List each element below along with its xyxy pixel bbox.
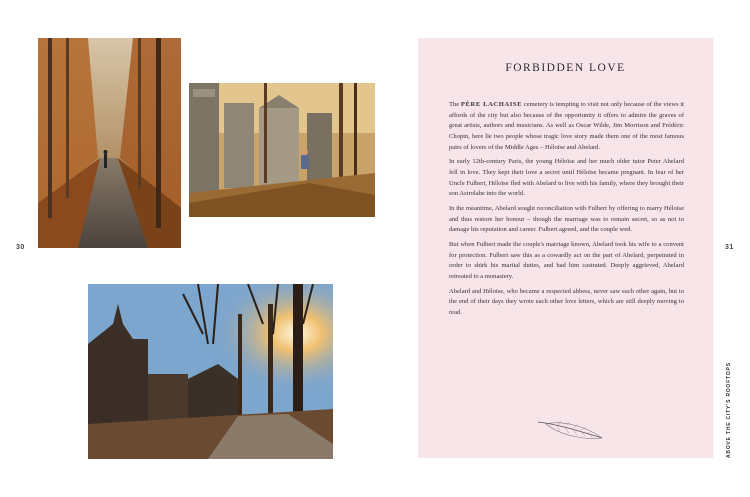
paragraph bbox=[449, 100, 684, 153]
photo-cemetery-tombs bbox=[189, 83, 375, 217]
page-number-left: 30 bbox=[16, 244, 25, 251]
paragraph-lead: The bbox=[449, 101, 461, 108]
running-header-text: ABOVE THE CITY'S ROOFTOPS bbox=[726, 362, 732, 458]
paragraph: In early 12th-century Paris, the young Héloïse and her much older tutor Peter Abelard fell in love. They kept their love a secret until Héloïse became pregnant. In fear of her Uncle Fulbert, Héloïse fled with Abelard to live with his family, where they brought their son Astrolabe into the world. bbox=[449, 158, 684, 198]
photo-chapel-sunset bbox=[88, 284, 333, 459]
body-text bbox=[449, 100, 684, 322]
feather-icon bbox=[536, 418, 606, 442]
paragraph: Abelard and Héloïse, who became a respected abbess, never saw each other again, but to the end of their days they wrote each other love letters, which are still deeply moving to read. bbox=[449, 287, 684, 316]
page-number-right: 31 bbox=[725, 244, 734, 251]
paragraph: But when Fulbert made the couple's marriage known, Abelard took his wife to a convent for protection. Fulbert saw this as a cowardly act on the part of Abelard, perpetrated in order to shirk his marital duties, and had him castrated. Deeply aggrieved, Abelard retreated to a monastery. bbox=[449, 240, 684, 280]
info-panel bbox=[418, 38, 713, 458]
place-name: PÈRE LACHAISE bbox=[460, 101, 523, 108]
paragraph: In the meantime, Abelard sought reconciliation with Fulbert by offering to marry Héloïse and thus restore her honour – though the marriage was to remain secret, so as not to damage his reputation and career. Fulbert agreed, and the couple wed. bbox=[449, 204, 684, 234]
section-title: FORBIDDEN LOVE bbox=[505, 62, 626, 74]
paragraph-rest: cemetery is tempting to visit not only because of the views it affords of the city but also because of the opportunity it offers to admire the graves of great artists, authors and musicians. As well as Oscar Wilde, Jim Morrison and Frédéric Chopin, here lie two people whose tragic love story made them one of the most famous pairs of lovers of the Middle Ages – Héloïse and Abelard. bbox=[449, 101, 684, 151]
photo-autumn-avenue bbox=[38, 38, 181, 248]
running-header bbox=[726, 362, 736, 458]
